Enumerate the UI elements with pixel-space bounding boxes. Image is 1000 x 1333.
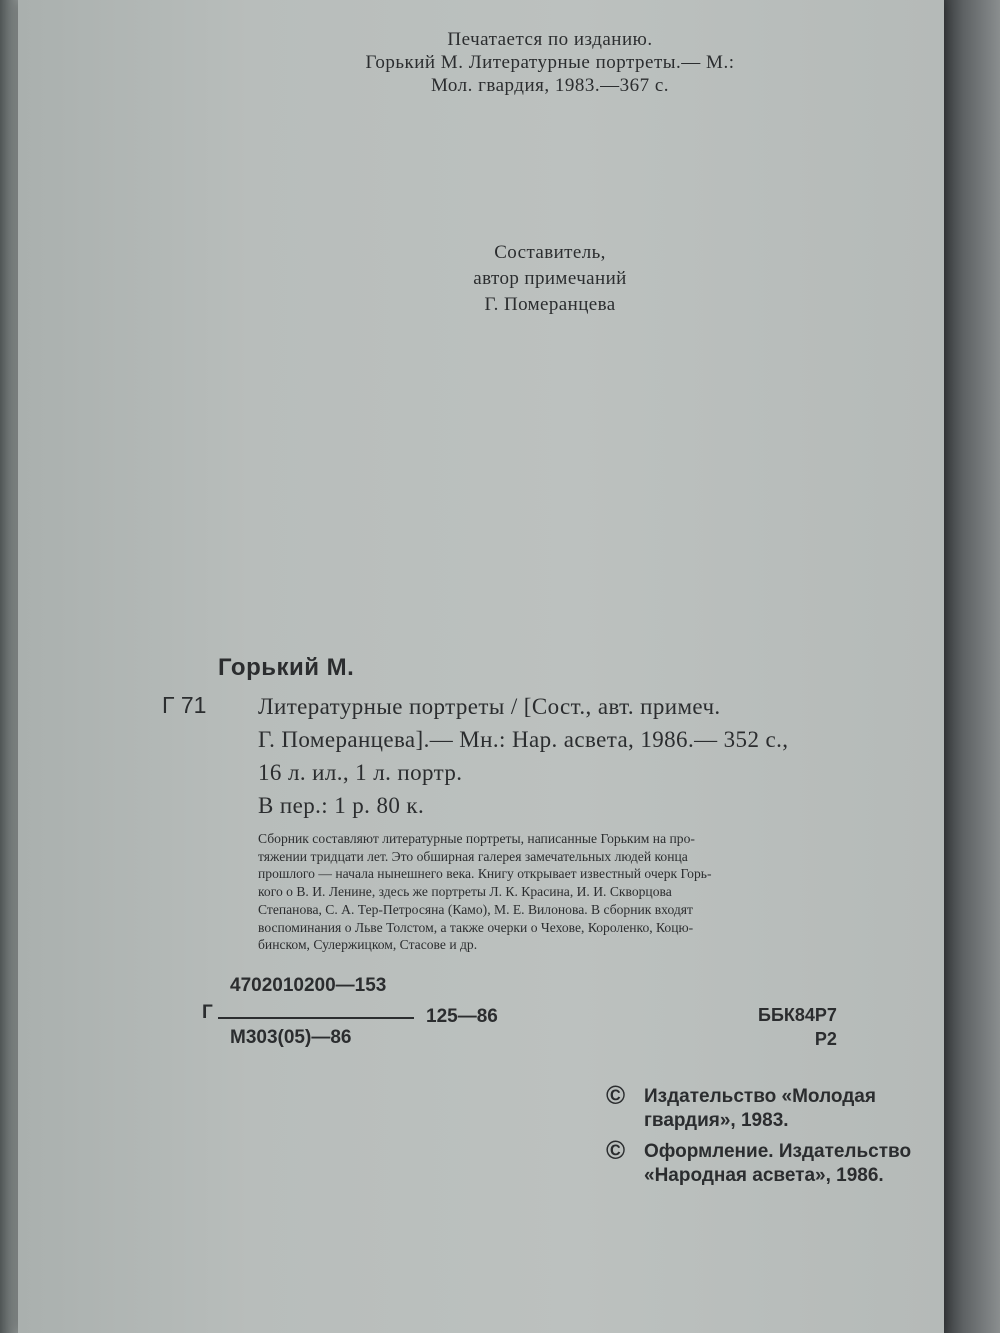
bbk-code: ББК84Р7 (758, 1005, 837, 1025)
annotation-line: бинском, Сулержицком, Стасове и др. (258, 937, 478, 953)
annotation-line: Сборник составляют литературные портреты, написанные Горьким на про- (258, 831, 695, 846)
bbk-sub: Р2 (814, 1029, 837, 1049)
catalog-author: Горький М. (218, 654, 355, 681)
copyright-block (606, 1080, 912, 1195)
catalog-price-line: В пер.: 1 р. 80 к. (258, 793, 425, 818)
annotation-line: Степанова, С. А. Тер-Петросяна (Камо), М. Е. Вилонова. В сборник входят (258, 901, 693, 917)
edition-note-line: Горький М. Литературные портреты.— М.: (365, 52, 735, 73)
isbn-numerator: 4702010200—153 (230, 975, 387, 996)
annotation-line: тяжении тридцати лет. Это обширная галерея замечательных людей конца (258, 848, 688, 864)
isbn-letter: Г (202, 1002, 213, 1023)
bbk-index (758, 1003, 837, 1051)
copyright-item (606, 1135, 912, 1188)
catalog-description-line: 16 л. ил., 1 л. портр. (258, 760, 463, 785)
copyright-icon: © (606, 1080, 626, 1110)
compiler-credit (410, 240, 690, 318)
book-edge-right (944, 0, 1000, 1333)
copyright-line: Оформление. Издательство (644, 1141, 912, 1162)
compiler-role: автор примечаний (473, 268, 627, 289)
isbn-denominator: М303(05)—86 (230, 1027, 352, 1048)
catalog-call-number: Г 71 (162, 692, 207, 718)
catalog-description-line: Литературные портреты / [Сост., авт. примеч. (258, 694, 721, 719)
catalog-description (258, 690, 938, 822)
compiler-name: Г. Померанцева (484, 294, 616, 315)
copyright-line: «Народная асвета», 1986. (644, 1165, 884, 1186)
annotation (258, 830, 918, 954)
edition-note (300, 28, 800, 97)
copyright-line: Издательство «Молодая (644, 1086, 876, 1107)
copyright-icon: © (606, 1135, 626, 1165)
annotation-line: кого о В. И. Ленине, здесь же портреты Л. К. Красина, И. И. Скворцова (258, 884, 672, 900)
annotation-line: воспоминания о Льве Толстом, а также очерки о Чехове, Короленко, Коцю- (258, 919, 694, 935)
copyright-item (606, 1080, 911, 1133)
annotation-line: прошлого — начала нынешнего века. Книгу открывает известный очерк Горь- (258, 866, 712, 882)
compiler-role: Составитель, (494, 242, 606, 263)
isbn-fraction-rule (218, 1017, 414, 1019)
edition-note-line: Печатается по изданию. (447, 29, 653, 50)
edition-note-line: Мол. гвардия, 1983.—367 с. (430, 75, 670, 96)
copyright-line: гвардия», 1983. (644, 1110, 789, 1131)
isbn-suffix: 125—86 (426, 1006, 498, 1027)
catalog-description-line: Г. Померанцева].— Мн.: Нар. асвета, 1986.— 352 с., (258, 727, 789, 752)
